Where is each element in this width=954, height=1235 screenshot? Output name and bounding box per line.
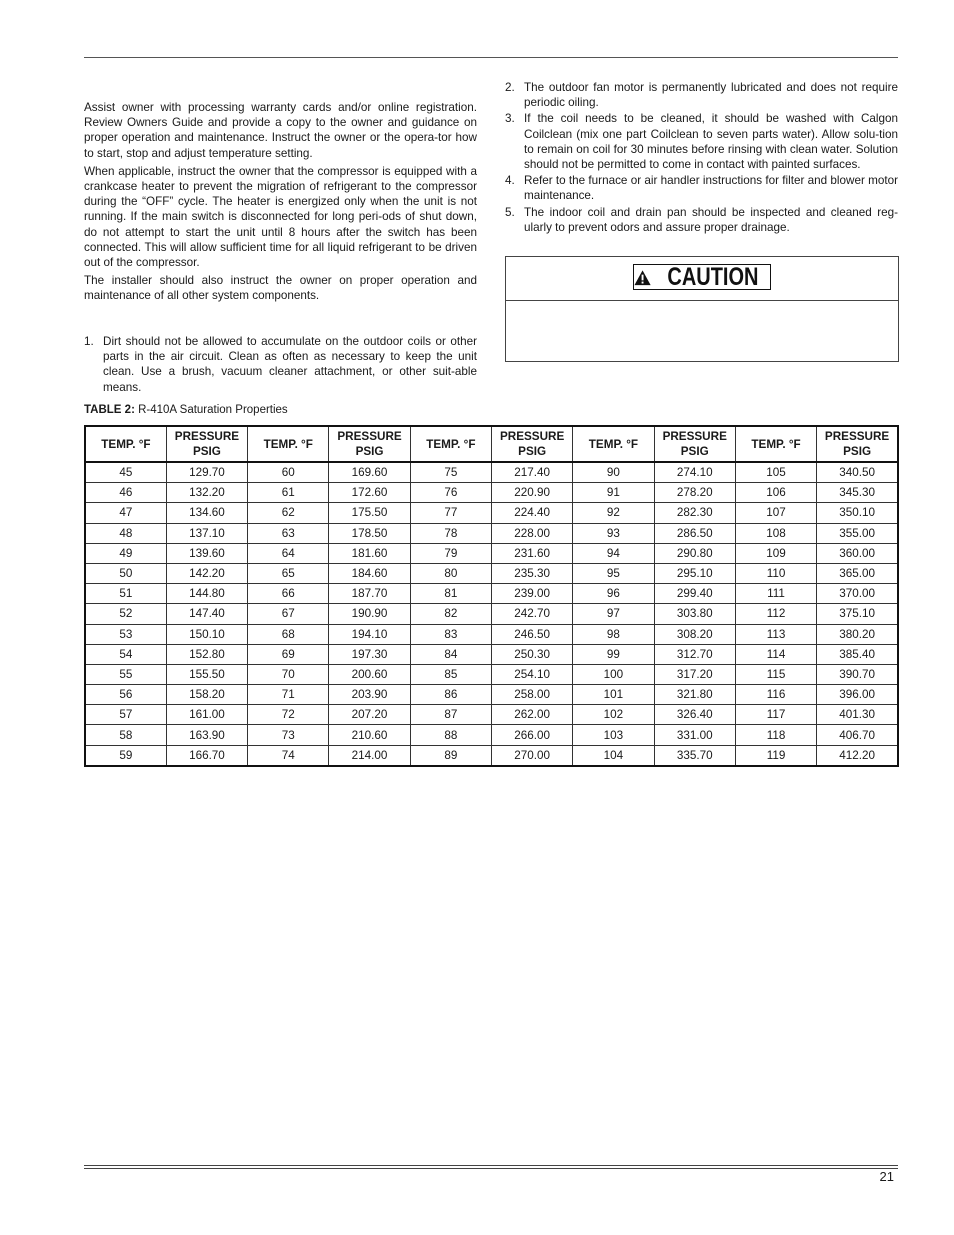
pressure-cell: 286.50 [654, 523, 735, 543]
pressure-cell: 401.30 [817, 705, 898, 725]
pressure-cell: 155.50 [166, 664, 247, 684]
pressure-cell: 370.00 [817, 584, 898, 604]
pressure-cell: 210.60 [329, 725, 410, 745]
temp-cell: 91 [573, 483, 654, 503]
pressure-cell: 308.20 [654, 624, 735, 644]
pressure-cell: 158.20 [166, 685, 247, 705]
temp-cell: 89 [410, 745, 491, 766]
list-item-number: 2. [505, 81, 515, 94]
temp-cell: 79 [410, 543, 491, 563]
caution-label [633, 264, 771, 290]
table-row [85, 624, 898, 644]
temp-cell: 108 [735, 523, 816, 543]
temp-cell: 93 [573, 523, 654, 543]
table-row [85, 563, 898, 583]
temp-cell: 59 [85, 745, 166, 766]
table-header-row [85, 426, 898, 462]
temp-cell: 69 [248, 644, 329, 664]
pressure-cell: 270.00 [491, 745, 572, 766]
temp-cell: 104 [573, 745, 654, 766]
table-row [85, 664, 898, 684]
temp-cell: 66 [248, 584, 329, 604]
pressure-cell: 295.10 [654, 563, 735, 583]
temp-cell: 76 [410, 483, 491, 503]
table-row [85, 523, 898, 543]
pressure-cell: 303.80 [654, 604, 735, 624]
list-item-text: Dirt should not be allowed to accumulate on the outdoor coils or other parts in the air circuit. Clean as often as necessary to keep the unit clean. Use a brush, vacuum cleaner attachment, or other suit-able means. [103, 335, 477, 394]
pressure-cell: 282.30 [654, 503, 735, 523]
temp-cell: 64 [248, 543, 329, 563]
pressure-cell: 266.00 [491, 725, 572, 745]
temp-cell: 72 [248, 705, 329, 725]
temp-cell: 77 [410, 503, 491, 523]
temp-cell: 103 [573, 725, 654, 745]
pressure-cell: 152.80 [166, 644, 247, 664]
pressure-cell: 178.50 [329, 523, 410, 543]
pressure-cell: 239.00 [491, 584, 572, 604]
table-body [85, 462, 898, 766]
pressure-cell: 169.60 [329, 462, 410, 483]
pressure-cell: 290.80 [654, 543, 735, 563]
list-item-number: 5. [505, 205, 515, 219]
temp-cell: 50 [85, 563, 166, 583]
temp-cell: 45 [85, 462, 166, 483]
pressure-cell: 242.70 [491, 604, 572, 624]
temp-cell: 80 [410, 563, 491, 583]
temp-cell: 86 [410, 685, 491, 705]
pressure-cell: 360.00 [817, 543, 898, 563]
pressure-cell: 345.30 [817, 483, 898, 503]
column-header-pressure: PRESSURE PSIG [329, 426, 410, 462]
list-item-number: 4. [505, 174, 515, 188]
pressure-cell: 406.70 [817, 725, 898, 745]
temp-cell: 90 [573, 462, 654, 483]
temp-cell: 74 [248, 745, 329, 766]
pressure-cell: 224.40 [491, 503, 572, 523]
saturation-table [84, 425, 899, 767]
pressure-cell: 214.00 [329, 745, 410, 766]
pressure-cell: 203.90 [329, 685, 410, 705]
temp-cell: 88 [410, 725, 491, 745]
pressure-cell: 137.10 [166, 523, 247, 543]
pressure-cell: 228.00 [491, 523, 572, 543]
temp-cell: 57 [85, 705, 166, 725]
temp-cell: 110 [735, 563, 816, 583]
pressure-cell: 274.10 [654, 462, 735, 483]
pressure-cell: 317.20 [654, 664, 735, 684]
list-item [505, 111, 898, 172]
pressure-cell: 246.50 [491, 624, 572, 644]
pressure-cell: 166.70 [166, 745, 247, 766]
pressure-cell: 258.00 [491, 685, 572, 705]
temp-cell: 115 [735, 664, 816, 684]
temp-cell: 105 [735, 462, 816, 483]
pressure-cell: 134.60 [166, 503, 247, 523]
temp-cell: 68 [248, 624, 329, 644]
list-item-number: 1. [84, 335, 94, 348]
pressure-cell: 142.20 [166, 563, 247, 583]
temp-cell: 47 [85, 503, 166, 523]
temp-cell: 63 [248, 523, 329, 543]
list-item-number: 3. [505, 112, 515, 126]
table-row [85, 745, 898, 766]
list-item [505, 205, 898, 235]
table-row [85, 685, 898, 705]
temp-cell: 100 [573, 664, 654, 684]
table-row [85, 503, 898, 523]
temp-cell: 94 [573, 543, 654, 563]
temp-cell: 113 [735, 624, 816, 644]
temp-cell: 119 [735, 745, 816, 766]
temp-cell: 96 [573, 584, 654, 604]
table-row [85, 604, 898, 624]
column-header-pressure: PRESSURE PSIG [491, 426, 572, 462]
caution-box [505, 256, 899, 362]
list-item-text: If the coil needs to be cleaned, it should be washed with Calgon Coilclean (mix one part Coilclean to seven parts water). Allow solu-tion to remain on coil for 30 minutes before rinsing with clean water. Solution should not be permitted to come in contact with painted surfaces. [524, 112, 898, 172]
temp-cell: 53 [85, 624, 166, 644]
temp-cell: 106 [735, 483, 816, 503]
list-item-text: The outdoor fan motor is permanently lubricated and does not require periodic oiling. [524, 81, 898, 110]
pressure-cell: 312.70 [654, 644, 735, 664]
pressure-cell: 412.20 [817, 745, 898, 766]
header-rule [84, 57, 898, 58]
warning-triangle-icon [634, 269, 651, 286]
pressure-cell: 235.30 [491, 563, 572, 583]
pressure-cell: 350.10 [817, 503, 898, 523]
list-item [505, 80, 898, 110]
temp-cell: 67 [248, 604, 329, 624]
temp-cell: 51 [85, 584, 166, 604]
temp-cell: 118 [735, 725, 816, 745]
temp-cell: 112 [735, 604, 816, 624]
temp-cell: 60 [248, 462, 329, 483]
pressure-cell: 175.50 [329, 503, 410, 523]
pressure-cell: 250.30 [491, 644, 572, 664]
footer-rule [84, 1165, 898, 1166]
temp-cell: 102 [573, 705, 654, 725]
table-row [85, 483, 898, 503]
temp-cell: 75 [410, 462, 491, 483]
pressure-cell: 147.40 [166, 604, 247, 624]
pressure-cell: 365.00 [817, 563, 898, 583]
maintenance-list-right [505, 80, 898, 236]
temp-cell: 73 [248, 725, 329, 745]
temp-cell: 111 [735, 584, 816, 604]
temp-cell: 98 [573, 624, 654, 644]
temp-cell: 87 [410, 705, 491, 725]
temp-cell: 54 [85, 644, 166, 664]
list-item-text: The indoor coil and drain pan should be inspected and cleaned reg-ularly to prevent odors and assure proper drainage. [524, 205, 898, 234]
temp-cell: 52 [85, 604, 166, 624]
list-item [84, 334, 477, 395]
pressure-cell: 385.40 [817, 644, 898, 664]
temp-cell: 49 [85, 543, 166, 563]
pressure-cell: 355.00 [817, 523, 898, 543]
pressure-cell: 161.00 [166, 705, 247, 725]
temp-cell: 117 [735, 705, 816, 725]
temp-cell: 82 [410, 604, 491, 624]
page-number: 21 [879, 1169, 894, 1184]
temp-cell: 48 [85, 523, 166, 543]
pressure-cell: 299.40 [654, 584, 735, 604]
temp-cell: 46 [85, 483, 166, 503]
pressure-cell: 375.10 [817, 604, 898, 624]
temp-cell: 92 [573, 503, 654, 523]
table-caption [84, 404, 288, 416]
pressure-cell: 184.60 [329, 563, 410, 583]
pressure-cell: 220.90 [491, 483, 572, 503]
pressure-cell: 340.50 [817, 462, 898, 483]
temp-cell: 114 [735, 644, 816, 664]
temp-cell: 85 [410, 664, 491, 684]
column-header-pressure: PRESSURE PSIG [654, 426, 735, 462]
pressure-cell: 231.60 [491, 543, 572, 563]
temp-cell: 55 [85, 664, 166, 684]
footer-rule [84, 1168, 898, 1169]
temp-cell: 61 [248, 483, 329, 503]
pressure-cell: 331.00 [654, 725, 735, 745]
column-header-pressure: PRESSURE PSIG [817, 426, 898, 462]
column-header-temp: TEMP. °F [735, 426, 816, 462]
pressure-cell: 262.00 [491, 705, 572, 725]
temp-cell: 101 [573, 685, 654, 705]
temp-cell: 95 [573, 563, 654, 583]
pressure-cell: 200.60 [329, 664, 410, 684]
temp-cell: 62 [248, 503, 329, 523]
pressure-cell: 172.60 [329, 483, 410, 503]
column-header-pressure: PRESSURE PSIG [166, 426, 247, 462]
pressure-cell: 321.80 [654, 685, 735, 705]
pressure-cell: 139.60 [166, 543, 247, 563]
temp-cell: 78 [410, 523, 491, 543]
caution-header [506, 257, 898, 301]
temp-cell: 71 [248, 685, 329, 705]
pressure-cell: 194.10 [329, 624, 410, 644]
temp-cell: 109 [735, 543, 816, 563]
column-header-temp: TEMP. °F [573, 426, 654, 462]
owner-paragraph: Assist owner with processing warranty cards and/or online registration. Review Owners Guide and provide a copy to the owner and guidance on proper operation and maintenance. Instruct the owner or the opera-tor how to start, stop and adjust temperature setting. [84, 101, 477, 160]
list-item-text: Refer to the furnace or air handler instructions for filter and blower motor maintenance. [524, 174, 898, 203]
temp-cell: 83 [410, 624, 491, 644]
table-caption-title: R-410A Saturation Properties [134, 404, 288, 416]
owner-paragraph: When applicable, instruct the owner that the compressor is equipped with a crankcase heater to prevent the migration of refrigerant to the compressor during the “OFF” cycle. The heater is energized only when the unit is not running. If the main switch is disconnected for long peri-ods of shut down, do not attempt to start the unit until 8 hours after the switch has been connected. This will allow sufficient time for all liquid refrigerant to be driven out of the compressor. [84, 164, 477, 270]
column-header-temp: TEMP. °F [248, 426, 329, 462]
pressure-cell: 132.20 [166, 483, 247, 503]
temp-cell: 70 [248, 664, 329, 684]
pressure-cell: 207.20 [329, 705, 410, 725]
pressure-cell: 217.40 [491, 462, 572, 483]
table-row [85, 584, 898, 604]
table-row [85, 462, 898, 483]
pressure-cell: 144.80 [166, 584, 247, 604]
pressure-cell: 278.20 [654, 483, 735, 503]
pressure-cell: 380.20 [817, 624, 898, 644]
table-row [85, 705, 898, 725]
pressure-cell: 335.70 [654, 745, 735, 766]
temp-cell: 97 [573, 604, 654, 624]
list-item [505, 173, 898, 203]
pressure-cell: 190.90 [329, 604, 410, 624]
temp-cell: 107 [735, 503, 816, 523]
temp-cell: 84 [410, 644, 491, 664]
temp-cell: 58 [85, 725, 166, 745]
pressure-cell: 254.10 [491, 664, 572, 684]
pressure-cell: 150.10 [166, 624, 247, 644]
table-row [85, 543, 898, 563]
table-row [85, 725, 898, 745]
table-row [85, 644, 898, 664]
column-header-temp: TEMP. °F [85, 426, 166, 462]
maintenance-list-left [84, 334, 477, 396]
pressure-cell: 129.70 [166, 462, 247, 483]
owner-paragraph: The installer should also instruct the owner on proper operation and maintenance of all other system components. [84, 274, 477, 303]
pressure-cell: 187.70 [329, 584, 410, 604]
column-header-temp: TEMP. °F [410, 426, 491, 462]
pressure-cell: 163.90 [166, 725, 247, 745]
temp-cell: 99 [573, 644, 654, 664]
pressure-cell: 197.30 [329, 644, 410, 664]
pressure-cell: 396.00 [817, 685, 898, 705]
caution-heading: CAUTION [667, 262, 759, 291]
owner-instructions-section [84, 100, 477, 307]
temp-cell: 81 [410, 584, 491, 604]
pressure-cell: 390.70 [817, 664, 898, 684]
pressure-cell: 326.40 [654, 705, 735, 725]
temp-cell: 56 [85, 685, 166, 705]
pressure-cell: 181.60 [329, 543, 410, 563]
table-caption-number: TABLE 2: [84, 404, 135, 416]
temp-cell: 116 [735, 685, 816, 705]
temp-cell: 65 [248, 563, 329, 583]
